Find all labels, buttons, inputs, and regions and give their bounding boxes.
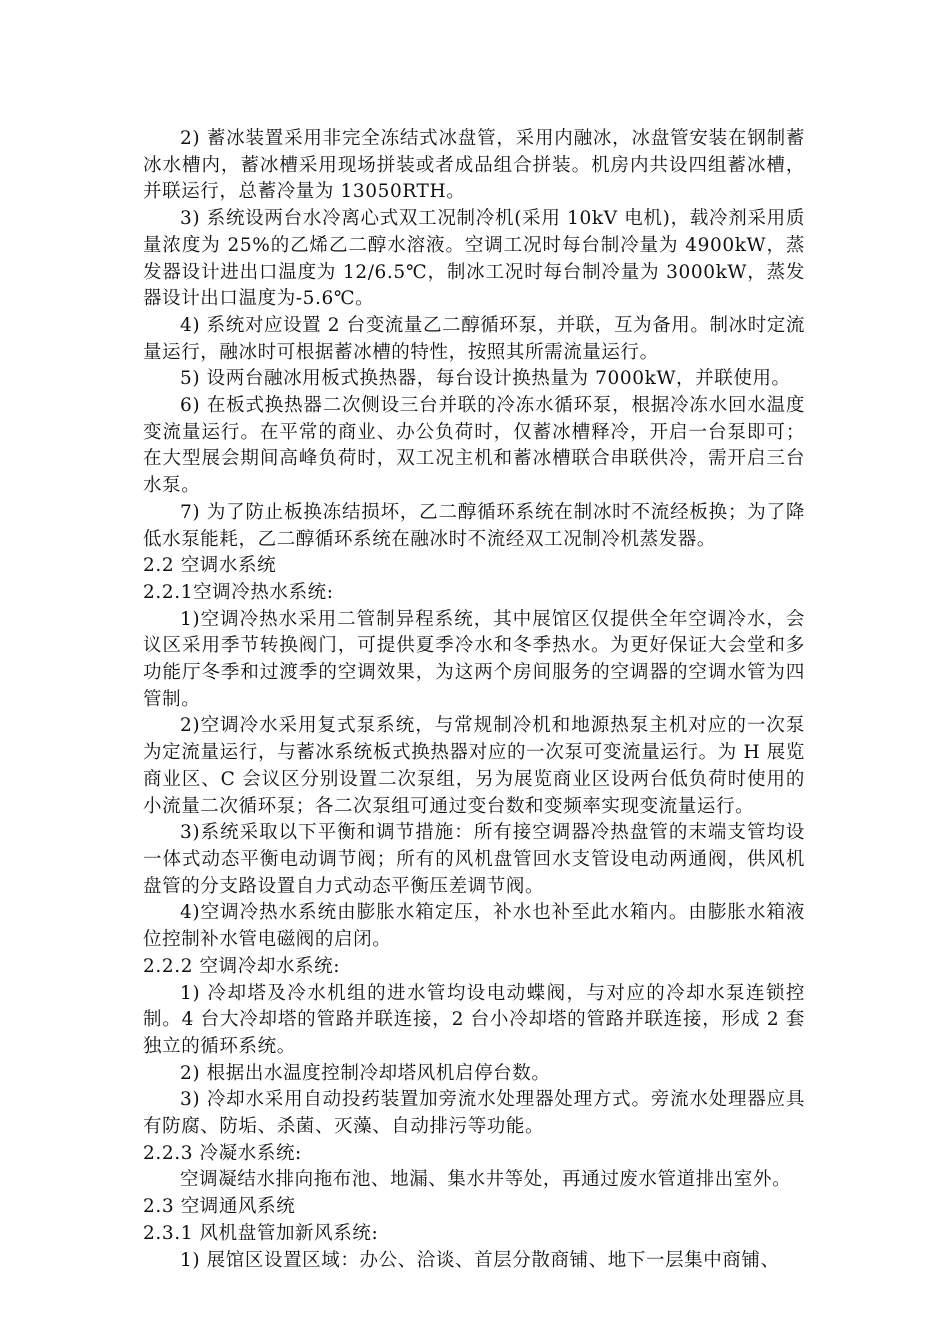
paragraph-condensate-drain: 空调凝结水排向拖布池、地漏、集水井等处，再通过废水管道排出室外。 <box>180 1169 792 1191</box>
paragraph-cooling-tower-valves: 1) 冷却塔及冷水机组的进水管均设电动蝶阀，与对应的冷却水泵连锁控制。4 台大冷却塔的管路并联连接，2 台小冷却塔的管路并联连接，形成 2 套独立的循环系统。 <box>143 982 805 1057</box>
paragraph-fan-control: 2) 根据出水温度控制冷却塔风机启停台数。 <box>180 1062 551 1084</box>
document-body <box>143 126 805 1274</box>
paragraph-exhibition-areas: 1) 展馆区设置区域：办公、洽谈、首层分散商铺、地下一层集中商铺、 <box>180 1249 780 1271</box>
section-heading-2-3: 2.3 空调通风系统 <box>143 1196 296 1218</box>
paragraph-dual-chiller: 3) 系统设两台水冷离心式双工况制冷机(采用 10kV 电机)，载冷剂采用质量浓度为 25%的乙烯乙二醇水溶液。空调工况时每台制冷量为 4900kW，蒸发器设计进出口温度为 12/6.5℃，制冰工况时每台制冷量为 3000kW，蒸发器设计出口温度为-5.6℃。 <box>143 208 805 310</box>
section-heading-2-3-1: 2.3.1 风机盘管加新风系统: <box>143 1222 379 1244</box>
paragraph-chilled-water-pumps: 6) 在板式换热器二次侧设三台并联的冷冻水循环泵，根据冷冻水回水温度变流量运行。在平常的商业、办公负荷时，仅蓄冰槽释冷，开启一台泵即可；在大型展会期间高峰负荷时，双工况主机和蓄冰槽联合串联供冷，需开启三台水泵。 <box>143 395 805 497</box>
section-heading-2-2: 2.2 空调水系统 <box>143 555 277 577</box>
paragraph-two-pipe-system: 1)空调冷热水采用二管制异程系统，其中展馆区仅提供全年空调冷水，会议区采用季节转换阀门，可提供夏季冷水和冬季热水。为更好保证大会堂和多功能厅冬季和过渡季的空调效果，为这两个房间服务的空调器的空调水管为四管制。 <box>143 608 805 710</box>
paragraph-compound-pump-system: 2)空调冷水采用复式泵系统，与常规制冷机和地源热泵主机对应的一次泵为定流量运行，与蓄冰系统板式换热器对应的一次泵可变流量运行。为 H 展览商业区、C 会议区分别设置二次泵组，另为展览商业区设两台低负荷时使用的小流量二次循环泵；各二次泵组可通过变台数和变频率实现变流量运行。 <box>143 715 805 817</box>
paragraph-ice-storage-device: 2) 蓄冰装置采用非完全冻结式冰盘管，采用内融冰，冰盘管安装在钢制蓄冰水槽内，蓄冰槽采用现场拼装或者成品组合拼装。机房内共设四组蓄冰槽，并联运行，总蓄冷量为 13050RTH。 <box>143 128 805 203</box>
paragraph-plate-exchangers: 5) 设两台融冰用板式换热器，每台设计换热量为 7000kW，并联使用。 <box>180 368 791 390</box>
paragraph-water-treatment: 3) 冷却水采用自动投药装置加旁流水处理器处理方式。旁流水处理器应具有防腐、防垢、杀菌、灭藻、自动排污等功能。 <box>143 1089 805 1138</box>
paragraph-glycol-pumps: 4) 系统对应设置 2 台变流量乙二醇循环泵，并联，互为备用。制冰时定流量运行，融冰时可根据蓄冰槽的特性，按照其所需流量运行。 <box>143 314 806 363</box>
paragraph-freeze-protection: 7) 为了防止板换冻结损坏，乙二醇循环系统在制冰时不流经板换；为了降低水泵能耗，乙二醇循环系统在融冰时不流经双工况制冷机蒸发器。 <box>143 501 805 550</box>
section-heading-2-2-3: 2.2.3 冷凝水系统: <box>143 1142 302 1164</box>
section-heading-2-2-1: 2.2.1空调冷热水系统: <box>143 581 334 603</box>
paragraph-balancing-measures: 3)系统采取以下平衡和调节措施：所有接空调器冷热盘管的末端支管均设一体式动态平衡电动调节阀；所有的风机盘管回水支管设电动两通阀，供风机盘管的分支路设置自力式动态平衡压差调节阀。 <box>143 822 805 897</box>
section-heading-2-2-2: 2.2.2 空调冷却水系统: <box>143 955 341 977</box>
paragraph-expansion-tank: 4)空调冷热水系统由膨胀水箱定压，补水也补至此水箱内。由膨胀水箱液位控制补水管电磁阀的启闭。 <box>143 902 805 951</box>
